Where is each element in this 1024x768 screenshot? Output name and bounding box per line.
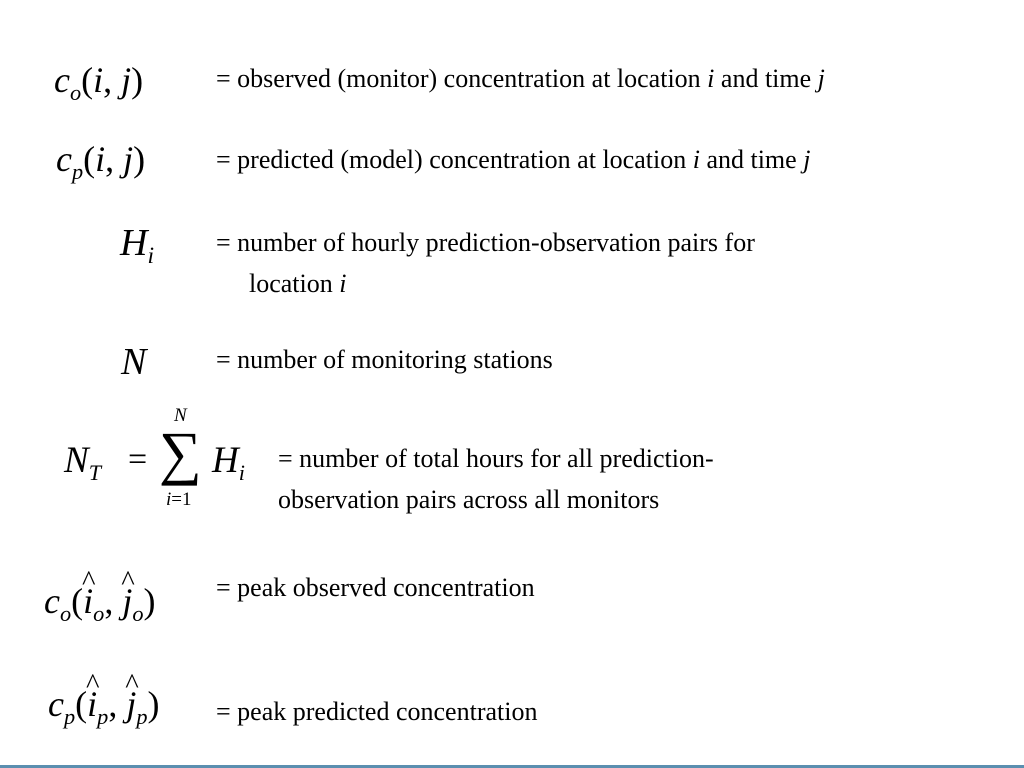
n-t: $N_T$	[64, 440, 102, 485]
definition-observed-concentration: = observed (monitor) concentration at location i and time j	[216, 64, 825, 93]
definition-monitoring-stations: = number of monitoring stations	[216, 345, 553, 374]
definition-hourly-pairs	[216, 222, 755, 304]
h-i-summand: $H_i$	[212, 440, 245, 485]
symbol-peak-predicted: $c_p(\^{}$ $i_p$, ^ $j_p$)	[48, 686, 159, 722]
definition-total-hours	[278, 438, 714, 520]
definition-hourly-pairs-line-2: location i	[249, 269, 347, 298]
definition-hourly-pairs-line-1: = number of hourly prediction-observation pairs for	[216, 228, 755, 257]
definition-total-hours-line-2: observation pairs across all monitors	[278, 485, 660, 514]
symbol-n-t-summation	[60, 403, 270, 515]
symbol-c-o-i-j: $c_o(i$, j)	[54, 60, 144, 105]
summation-icon: ∑	[159, 420, 202, 486]
definition-total-hours-line-1: = number of total hours for all prediction-	[278, 444, 714, 473]
sum-lower-limit: i=1	[166, 489, 192, 510]
symbol-c-p-i-j: $c_p(i$, j)	[56, 139, 146, 184]
symbol-n: N	[121, 341, 147, 383]
symbol-h-i: $H_i$	[120, 222, 154, 270]
definition-predicted-concentration: = predicted (model) concentration at location i and time j	[216, 145, 811, 174]
symbol-peak-observed: $c_o(\^{}$ $i_o$, ^ $j_o$)	[44, 583, 155, 619]
sum-upper-limit: N	[174, 405, 187, 426]
definition-peak-observed: = peak observed concentration	[216, 573, 535, 602]
definition-peak-predicted: = peak predicted concentration	[216, 697, 538, 726]
equals-sign: =	[128, 441, 148, 478]
